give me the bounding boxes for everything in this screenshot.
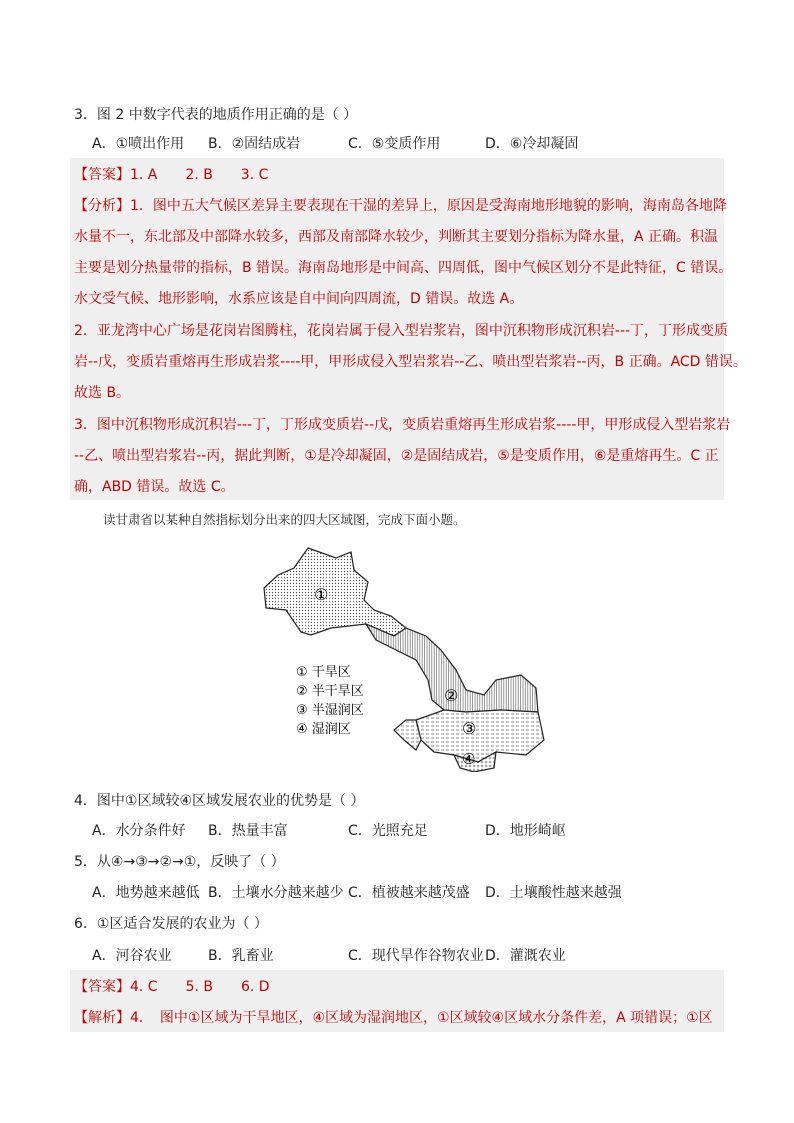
answer-2 <box>74 976 270 996</box>
map-legend-2: ② 半干旱区 <box>296 684 364 699</box>
analysis-1-line-8: 3．图中沉积物形成沉积岩---丁，丁形成变质岩--戊，变质岩重熔再生形成岩浆----甲，甲形成侵入型岩浆岩 <box>74 417 731 433</box>
analysis-tag: 【解析】 <box>74 1010 130 1026</box>
region-1-arid <box>264 548 406 636</box>
q6-option-b: B．乳畜业 <box>208 948 274 964</box>
analysis-tag: 【分析】 <box>74 198 130 214</box>
map-legend-3: ③ 半湿润区 <box>296 703 364 718</box>
region-3-semihumid <box>416 710 544 762</box>
gansu-region-map <box>256 540 556 772</box>
analysis-text: 1．图中五大气候区差异主要表现在干湿的差异上，原因是受海南地形地貌的影响，海南岛各地降 <box>130 198 727 214</box>
question-5-stem: 5．从④→③→②→①，反映了（ ） <box>74 854 285 870</box>
analysis-1-line-2: 水量不一，东北部及中部降水较多，西部及南部降水较少，判断其主要划分指标为降水量，A 正确。积温 <box>74 229 719 245</box>
q6-option-a: A．河谷农业 <box>92 948 172 964</box>
map-label-2: ② <box>444 686 459 705</box>
map-intro: 读甘肃省以某种自然指标划分出来的四大区域图，完成下面小题。 <box>103 512 466 527</box>
analysis-1-line-7: 故选 B。 <box>74 385 131 401</box>
answer-tag: 【答案】 <box>74 979 130 995</box>
q5-option-c: C．植被越来越茂盛 <box>348 885 470 901</box>
q5-option-b: B．土壤水分越来越少 <box>208 885 344 901</box>
analysis-1-line-3: 主要是划分热量带的指标，B 错误。海南岛地形是中间高、四周低，图中气候区划分不是此特征，C 错误。 <box>74 260 733 276</box>
map-label-3: ③ <box>462 719 477 738</box>
map-southwest-lobe <box>394 720 421 750</box>
analysis-1-line-6: 岩--戊，变质岩重熔再生形成岩浆----甲，甲形成侵入型岩浆岩--乙、喷出型岩浆岩--丙，B 正确。ACD 错误。 <box>74 354 747 370</box>
map-label-4: ④ <box>462 750 476 768</box>
analysis-1-line-5: 2．亚龙湾中心广场是花岗岩图腾柱，花岗岩属于侵入型岩浆岩，图中沉积物形成沉积岩---丁，丁形成变质 <box>74 323 729 339</box>
q4-option-d: D．地形崎岖 <box>485 823 566 839</box>
analysis-2-line-1 <box>74 1007 713 1027</box>
analysis-1-line-1 <box>74 195 727 215</box>
q6-option-c: C．现代旱作谷物农业 <box>348 948 484 964</box>
analysis-1-line-4: 水文受气候、地形影响，水系应该是自中间向四周流，D 错误。故选 A。 <box>74 291 524 307</box>
question-6-stem: 6．①区适合发展的农业为（ ） <box>74 916 268 932</box>
analysis-1-line-10: 确，ABD 错误。故选 C。 <box>74 479 235 495</box>
answer-values: 1. A 2. B 3. C <box>130 167 269 183</box>
q4-option-b: B．热量丰富 <box>208 823 288 839</box>
q4-option-a: A．水分条件好 <box>92 823 186 839</box>
answer-1 <box>74 164 268 184</box>
q3-option-d: D．⑥冷却凝固 <box>485 136 579 152</box>
q5-option-d: D．土壤酸性越来越强 <box>485 885 622 901</box>
map-legend-1: ① 干旱区 <box>296 665 351 680</box>
map-label-1: ① <box>314 585 329 604</box>
q3-option-a: A．①喷出作用 <box>92 136 185 152</box>
q3-option-b: B．②固结成岩 <box>208 136 301 152</box>
analysis-text: 4． 图中①区域为干旱地区，④区域为湿润地区，①区域较④区域水分条件差，A 项错误；①区 <box>130 1010 713 1026</box>
answer-tag: 【答案】 <box>74 167 130 183</box>
question-4-stem: 4．图中①区域较④区域发展农业的优势是（ ） <box>74 793 365 809</box>
answer-values: 4. C 5. B 6. D <box>130 979 270 995</box>
q5-option-a: A．地势越来越低 <box>92 885 200 901</box>
map-legend-4: ④ 湿润区 <box>296 722 351 737</box>
analysis-1-line-9: --乙、喷出型岩浆岩--丙，据此判断，①是冷却凝固，②是固结成岩，⑤是变质作用，⑥是重熔再生。C 正 <box>74 448 719 464</box>
q3-option-c: C．⑤变质作用 <box>348 136 441 152</box>
q4-option-c: C．光照充足 <box>348 823 428 839</box>
question-3-stem: 3．图 2 中数字代表的地质作用正确的是（ ） <box>74 107 358 123</box>
q6-option-d: D．灌溉农业 <box>485 948 566 964</box>
